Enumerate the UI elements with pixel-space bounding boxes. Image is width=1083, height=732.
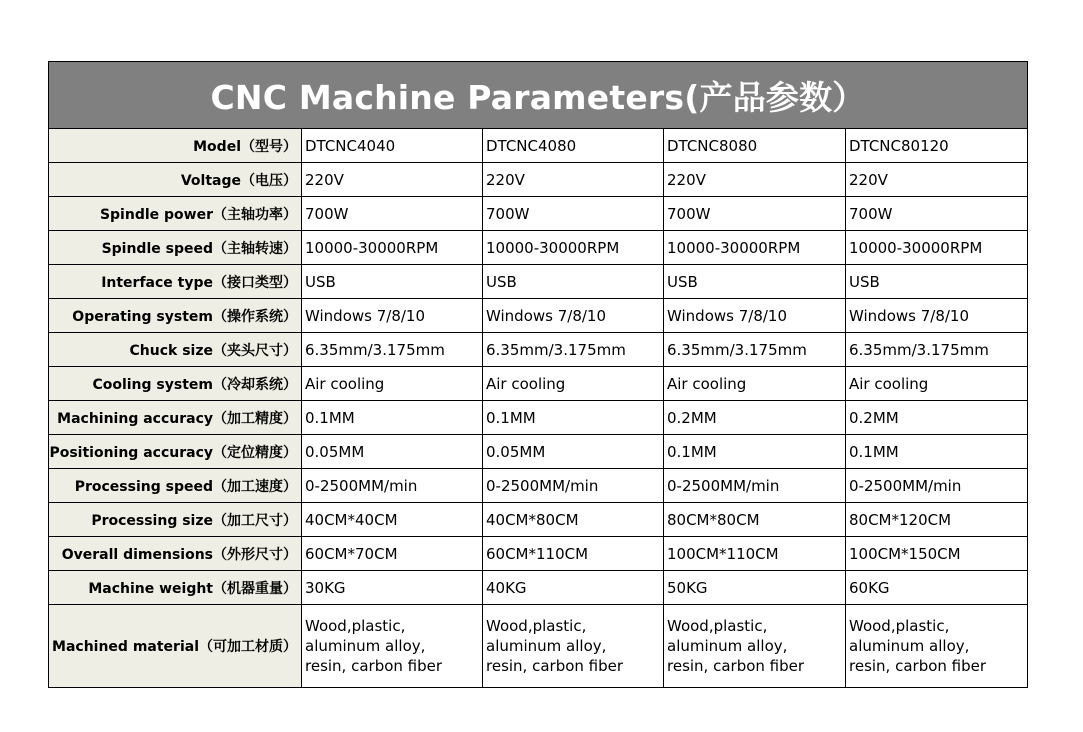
table-row	[49, 231, 1028, 265]
table-row	[49, 469, 1028, 503]
material-line: Wood,plastic,	[849, 617, 950, 635]
table-row	[49, 299, 1028, 333]
parameter-value: 80CM*80CM	[664, 503, 846, 537]
material-line: resin, carbon fiber	[667, 657, 805, 675]
table-row	[49, 401, 1028, 435]
table-row	[49, 265, 1028, 299]
material-line: Wood,plastic,	[667, 617, 768, 635]
parameter-value: DTCNC4040	[302, 129, 483, 163]
parameter-value: 10000-30000RPM	[846, 231, 1028, 265]
table-row	[49, 571, 1028, 605]
parameter-value: 60CM*70CM	[302, 537, 483, 571]
parameter-value: 50KG	[664, 571, 846, 605]
parameter-value: 700W	[483, 197, 664, 231]
parameter-value: DTCNC80120	[846, 129, 1028, 163]
material-line: Wood,plastic,	[486, 617, 587, 635]
parameter-label: Positioning accuracy（定位精度）	[49, 435, 302, 469]
parameter-value: 6.35mm/3.175mm	[664, 333, 846, 367]
parameter-label: Processing speed（加工速度）	[49, 469, 302, 503]
parameter-value: 0-2500MM/min	[846, 469, 1028, 503]
parameter-value: USB	[302, 265, 483, 299]
parameter-label: Machine weight（机器重量）	[49, 571, 302, 605]
material-line: resin, carbon fiber	[305, 657, 443, 675]
parameter-value: Air cooling	[483, 367, 664, 401]
parameter-value: DTCNC4080	[483, 129, 664, 163]
material-line: Wood,plastic,	[305, 617, 406, 635]
table-row	[49, 537, 1028, 571]
parameter-label: Processing size（加工尺寸）	[49, 503, 302, 537]
table-row	[49, 333, 1028, 367]
parameter-value: Air cooling	[846, 367, 1028, 401]
table-row	[49, 367, 1028, 401]
parameter-value: 30KG	[302, 571, 483, 605]
parameter-value: 80CM*120CM	[846, 503, 1028, 537]
parameter-value: 6.35mm/3.175mm	[302, 333, 483, 367]
material-line: resin, carbon fiber	[849, 657, 987, 675]
parameter-label: Spindle speed（主轴转速）	[49, 231, 302, 265]
parameter-value: 40CM*80CM	[483, 503, 664, 537]
material-value	[846, 605, 1028, 688]
parameter-value: Windows 7/8/10	[846, 299, 1028, 333]
parameter-value: 10000-30000RPM	[483, 231, 664, 265]
parameter-value: 700W	[664, 197, 846, 231]
parameter-value: DTCNC8080	[664, 129, 846, 163]
parameter-value: Windows 7/8/10	[302, 299, 483, 333]
parameter-value: 0.2MM	[664, 401, 846, 435]
parameters-table-body	[49, 62, 1028, 688]
parameter-label: Machined material（可加工材质）	[49, 605, 302, 688]
parameter-value: 0.05MM	[483, 435, 664, 469]
table-title: CNC Machine Parameters(产品参数）	[49, 62, 1028, 129]
parameter-value: 100CM*150CM	[846, 537, 1028, 571]
table-row-material	[49, 605, 1028, 688]
table-row	[49, 503, 1028, 537]
parameter-value: 0-2500MM/min	[483, 469, 664, 503]
parameter-value: 10000-30000RPM	[664, 231, 846, 265]
parameter-value: 220V	[302, 163, 483, 197]
material-line: aluminum alloy,	[667, 637, 788, 655]
material-line: aluminum alloy,	[486, 637, 607, 655]
parameter-value: 60KG	[846, 571, 1028, 605]
parameter-value: 0.1MM	[483, 401, 664, 435]
parameter-value: 0-2500MM/min	[664, 469, 846, 503]
parameter-value: 0.1MM	[302, 401, 483, 435]
parameter-value: 220V	[846, 163, 1028, 197]
parameter-value: USB	[846, 265, 1028, 299]
table-row	[49, 129, 1028, 163]
parameter-value: 60CM*110CM	[483, 537, 664, 571]
parameter-value: 220V	[664, 163, 846, 197]
parameter-value: 6.35mm/3.175mm	[846, 333, 1028, 367]
parameter-value: 100CM*110CM	[664, 537, 846, 571]
material-line: aluminum alloy,	[849, 637, 970, 655]
parameter-value: Windows 7/8/10	[483, 299, 664, 333]
parameter-value: 700W	[846, 197, 1028, 231]
parameter-label: Model（型号）	[49, 129, 302, 163]
parameter-value: 40KG	[483, 571, 664, 605]
parameter-value: 6.35mm/3.175mm	[483, 333, 664, 367]
parameter-value: 0.1MM	[664, 435, 846, 469]
parameter-label: Overall dimensions（外形尺寸）	[49, 537, 302, 571]
material-value	[302, 605, 483, 688]
material-line: aluminum alloy,	[305, 637, 426, 655]
parameter-value: USB	[483, 265, 664, 299]
table-row	[49, 197, 1028, 231]
parameter-value: 220V	[483, 163, 664, 197]
parameter-value: 0.1MM	[846, 435, 1028, 469]
parameter-value: 700W	[302, 197, 483, 231]
parameter-value: 0.2MM	[846, 401, 1028, 435]
parameters-table	[48, 61, 1028, 688]
parameter-value: 10000-30000RPM	[302, 231, 483, 265]
material-value	[483, 605, 664, 688]
parameter-label: Voltage（电压）	[49, 163, 302, 197]
parameter-value: Windows 7/8/10	[664, 299, 846, 333]
parameter-label: Machining accuracy（加工精度）	[49, 401, 302, 435]
table-row	[49, 435, 1028, 469]
parameter-value: USB	[664, 265, 846, 299]
parameter-label: Chuck size（夹头尺寸）	[49, 333, 302, 367]
material-line: resin, carbon fiber	[486, 657, 624, 675]
parameter-value: Air cooling	[302, 367, 483, 401]
parameter-label: Spindle power（主轴功率）	[49, 197, 302, 231]
parameter-value: 0-2500MM/min	[302, 469, 483, 503]
title-row	[49, 62, 1028, 129]
table-row	[49, 163, 1028, 197]
parameter-value: 40CM*40CM	[302, 503, 483, 537]
parameter-value: Air cooling	[664, 367, 846, 401]
material-value	[664, 605, 846, 688]
parameter-label: Operating system（操作系统）	[49, 299, 302, 333]
parameter-label: Interface type（接口类型）	[49, 265, 302, 299]
parameter-label: Cooling system（冷却系统）	[49, 367, 302, 401]
parameter-value: 0.05MM	[302, 435, 483, 469]
